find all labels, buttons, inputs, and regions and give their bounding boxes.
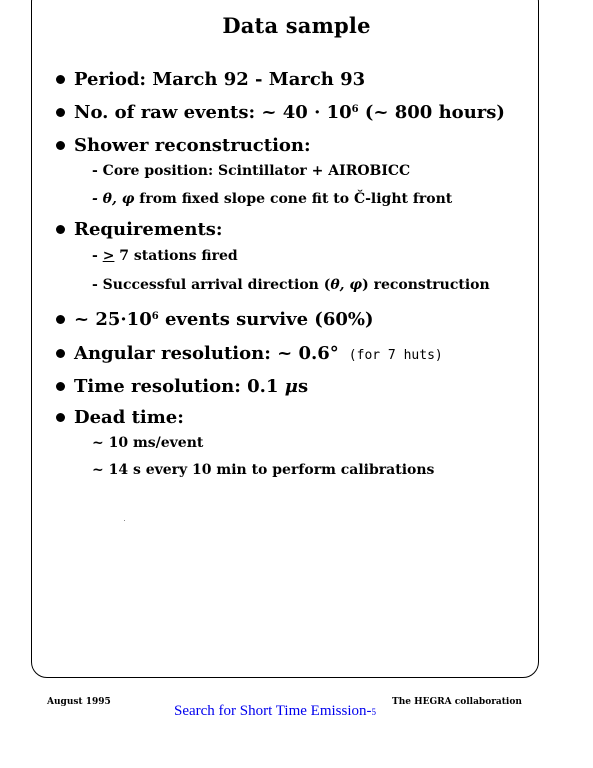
- raw-events-exponent: 6: [351, 104, 359, 115]
- survive-exponent: 6: [151, 311, 159, 322]
- bullet-dot: [56, 349, 65, 358]
- footer-link[interactable]: [174, 703, 376, 720]
- page-title: Data sample: [222, 13, 371, 38]
- time-suffix: s: [297, 376, 309, 397]
- footer-collaboration: The HEGRA collaboration: [392, 697, 522, 707]
- bullet-dot: [56, 75, 65, 84]
- bullet-dot: [56, 382, 65, 391]
- shower-core-text: - Core position: Scintillator + AIROBICC: [92, 163, 411, 179]
- bullet-dot: [56, 315, 65, 324]
- requirement-direction-text: [92, 277, 490, 293]
- dead-time-event-text: ~ 10 ms/event: [92, 435, 204, 451]
- footer-date: August 1995: [47, 697, 111, 707]
- requirement-direction-prefix: - Successful arrival direction (: [92, 277, 331, 293]
- survive-prefix: ~ 25·10: [74, 309, 152, 330]
- requirement-stations-rest: 7 stations fired: [114, 248, 238, 264]
- survive-suffix: events survive (60%): [158, 309, 374, 330]
- bullet-dot: [56, 108, 65, 117]
- period-text: Period: March 92 - March 93: [74, 69, 366, 90]
- requirement-stations-text: [92, 248, 238, 264]
- raw-events-suffix: (~ 800 hours): [358, 102, 505, 123]
- dead-time-text: Dead time:: [74, 407, 184, 428]
- survive-text: [74, 309, 373, 330]
- bullet-dot: [56, 141, 65, 150]
- stray-dot: [124, 520, 125, 521]
- time-prefix: Time resolution: 0.1: [74, 376, 285, 397]
- footer-link-text: Search for Short Time Emission-: [174, 703, 372, 719]
- shower-direction-vars: - θ, φ: [92, 191, 135, 207]
- requirements-text: Requirements:: [74, 219, 223, 240]
- bullet-dot: [56, 413, 65, 422]
- angular-text: [74, 343, 443, 364]
- raw-events-text: [74, 102, 505, 123]
- requirement-direction-suffix: ) reconstruction: [362, 277, 490, 293]
- dead-time-calibration-text: ~ 14 s every 10 min to perform calibrations: [92, 462, 435, 478]
- angular-main: Angular resolution: ~ 0.6°: [74, 343, 339, 364]
- shower-direction-text: [92, 191, 452, 207]
- requirement-ge-symbol: >: [102, 248, 115, 264]
- bullet-dot: [56, 225, 65, 234]
- requirement-direction-vars: θ, φ: [330, 277, 363, 293]
- angular-note: (for 7 huts): [348, 348, 443, 363]
- shower-text: Shower reconstruction:: [74, 135, 311, 156]
- shower-direction-rest: from fixed slope cone fit to Č-light front: [134, 191, 453, 207]
- footer-page-number: 5: [371, 707, 376, 717]
- time-unit-mu: μ: [284, 376, 298, 397]
- time-text: [74, 376, 308, 397]
- raw-events-prefix: No. of raw events: ~ 40 · 10: [74, 102, 352, 123]
- requirement-stations-prefix: -: [92, 248, 103, 264]
